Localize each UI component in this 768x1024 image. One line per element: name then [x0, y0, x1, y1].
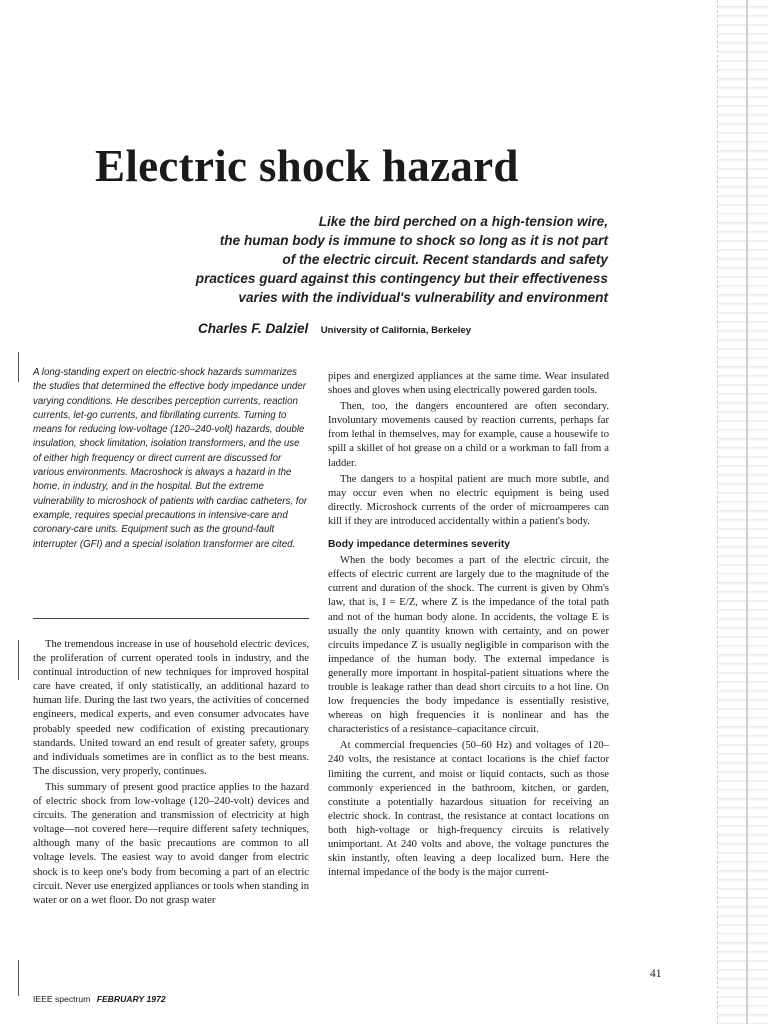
article-deck: [128, 212, 608, 307]
article-abstract: A long-standing expert on electric-shock hazards summarizes the studies that determined the effective body impedance under varying conditions. He describes perception currents, reaction currents, let-go currents, and fibrillating currents. Turning to means for reducing low-voltage (120–240-volt) hazards, double insulation, shock limitation, isolation transformers, and the use of either high frequency or direct current are discussed for various environments. Macroshock is always a hazard in the home, in industry, and in the hospital. But the extreme vulnerability to microshock of patients with cardiac catheters, for example, requires special precautions in intensive-care and coronary-care units. Equipment such as the ground-fault interrupter (GFI) and a special isolation transformer are cited.: [33, 367, 308, 550]
page-number: 41: [650, 968, 662, 980]
article-title: Electric shock hazard: [95, 141, 519, 191]
body-paragraph: This summary of present good practice applies to the hazard of electric shock from low-voltage (120–240-volt) devices and circuits. The generation and transmission of electricity at high voltage—not covered here—require different safety techniques, although many of the basic precautions are common to all voltage levels. The easiest way to avoid danger from electric shock is to keep one's body from becoming a part of an electric circuit. Never use energized appliances or tools when standing in water or on a wet floor. Do not grasp water: [33, 781, 309, 906]
body-paragraph: Then, too, the dangers encountered are often secondary. Involuntary movements caused by reaction currents, perhaps far from lethal in themselves, may for example, cause a housewife to spill a skillet of hot grease on a child or a workman to fall from a ladder.: [328, 401, 609, 469]
author-name: Charles F. Dalziel: [198, 321, 309, 336]
deck-line: practices guard against this contingency but their effectiveness: [195, 271, 608, 286]
body-paragraph: When the body becomes a part of the electric circuit, the effects of electric current are largely due to the magnitude of the current and duration of the shock. The current is given by Ohm's law, that is, I = E/Z, where Z is the impedance of the total path and not of the human body alone. In accidents, the voltage E is usually the only quantity known with certainty, and on power circuits impedance Z is usually negligible in comparison with the impedance of the human body. The external impedance is generally more important in hospital-patient situations where the trouble is leakage rather than dead short circuits to a hot line. On low frequencies the body impedance is essentially resistive, whereas on high frequencies it is nonlinear and has the characteristics of a resistance–capacitance circuit.: [328, 555, 609, 736]
deck-line: the human body is immune to shock so long as it is not part: [219, 233, 608, 248]
abstract-divider: [33, 618, 309, 619]
left-column: [33, 638, 309, 910]
body-paragraph: The tremendous increase in use of household electric devices, the proliferation of current operated tools in industry, and the continual introduction of new techniques for improved hospital care have created, if only statistically, an additional hazard to human life. During the last two years, the activities of concerned engineers, medical experts, and even consumer advocates have probably speeded new codification of existing precautionary standards. United toward an end result of greater safety, groups and individuals sometimes are in conflict as to the best means. The discussion, very properly, continues.: [33, 639, 309, 777]
journal-issue: FEBRUARY 1972: [96, 994, 166, 1004]
body-paragraph: At commercial frequencies (50–60 Hz) and voltages of 120–240 volts, the resistance at contact locations is the chief factor limiting the current, and moist or liquid contacts, such as those commonly experienced in the bathroom, kitchen, or garden, constitute a potentially hazardous situation for receiving an electric shock. In contrast, the resistance at contact locations on both high-voltage or high-frequency circuits is relatively unimportant. At 240 volts and above, the voltage punctures the skin instantly, often leaving a deep localized burn. Here the internal impedance of the body is the major current-: [328, 740, 609, 879]
body-paragraph: The dangers to a hospital patient are much more subtle, and may occur even when no electric equipment is being used directly. Microshock currents of the order of microamperes can kill if they are introduced accidentally within a patient's body.: [328, 473, 609, 527]
margin-mark: [18, 352, 19, 382]
byline: [198, 320, 471, 338]
right-column: [328, 370, 609, 882]
author-affiliation: University of California, Berkeley: [320, 325, 472, 336]
journal-name: IEEE spectrum: [33, 994, 91, 1004]
body-paragraph: pipes and energized appliances at the same time. Wear insulated shoes and gloves when using electrically powered garden tools.: [328, 371, 609, 397]
deck-line: varies with the individual's vulnerability and environment: [238, 290, 608, 305]
deck-line: Like the bird perched on a high-tension wire,: [318, 214, 608, 229]
margin-mark: [18, 960, 19, 996]
margin-mark: [18, 640, 19, 680]
deck-line: of the electric circuit. Recent standards and safety: [282, 252, 608, 267]
running-footer: [33, 994, 166, 1004]
section-heading: Body impedance determines severity: [328, 539, 510, 551]
page-binding-edge: [717, 0, 768, 1024]
